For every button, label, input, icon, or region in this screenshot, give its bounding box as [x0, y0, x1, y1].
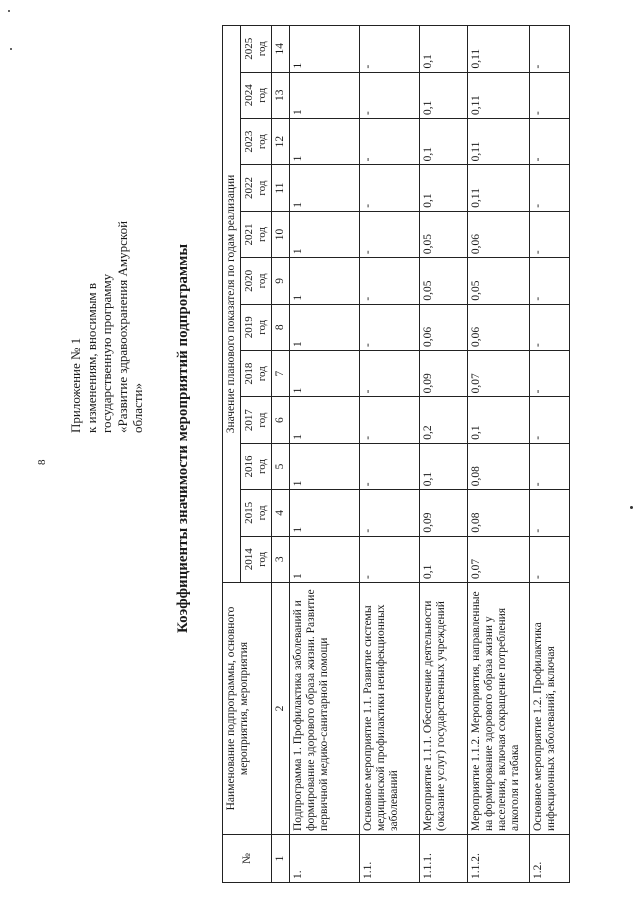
- column-numbers-row: [272, 26, 290, 883]
- value-cell: 1: [290, 536, 360, 582]
- value-cell: 1: [290, 304, 360, 350]
- row-number: 1.1.1.: [420, 835, 468, 883]
- value-cell: 0,11: [468, 72, 530, 118]
- value-cell: 0,05: [468, 258, 530, 304]
- value-cell: -: [530, 26, 570, 73]
- column-number: 9: [272, 258, 290, 304]
- value-cell: -: [530, 211, 570, 257]
- row-name: Основное мероприятие 1.2. Профилактика инфекционных заболеваний, включая: [530, 583, 570, 835]
- value-cell: 0,2: [420, 397, 468, 443]
- scan-speck: [10, 48, 12, 50]
- table-row: [530, 26, 570, 883]
- value-cell: 0,11: [468, 165, 530, 211]
- value-cell: 0,07: [468, 536, 530, 582]
- appendix-line: «Развитие здравоохранения Амурской: [114, 220, 130, 433]
- year-header: 2016 год: [241, 443, 272, 489]
- value-cell: 0,06: [468, 304, 530, 350]
- row-number: 1.1.: [360, 835, 420, 883]
- value-cell: 1: [290, 443, 360, 489]
- value-cell: -: [530, 443, 570, 489]
- value-cell: -: [360, 490, 420, 536]
- value-cell: 1: [290, 258, 360, 304]
- table-row: [290, 26, 360, 883]
- value-cell: 0,1: [420, 72, 468, 118]
- year-header: 2020 год: [241, 258, 272, 304]
- column-number: 5: [272, 443, 290, 489]
- scan-speck: [8, 10, 10, 12]
- col-no-header: №: [223, 835, 272, 883]
- value-cell: 0,07: [468, 350, 530, 396]
- value-cell: 1: [290, 72, 360, 118]
- value-cell: -: [530, 350, 570, 396]
- column-number: 4: [272, 490, 290, 536]
- row-number: 1.1.2.: [468, 835, 530, 883]
- appendix-line: области»: [130, 383, 145, 433]
- value-cell: -: [360, 350, 420, 396]
- value-cell: 1: [290, 397, 360, 443]
- value-cell: 0,05: [420, 258, 468, 304]
- value-cell: -: [360, 536, 420, 582]
- page-number: 8: [36, 459, 48, 465]
- value-cell: 0,11: [468, 118, 530, 164]
- value-cell: 0,08: [468, 443, 530, 489]
- year-header: 2015 год: [241, 490, 272, 536]
- values-group-header: Значение планового показателя по годам реализации: [223, 26, 241, 583]
- table-row: [360, 26, 420, 883]
- value-cell: -: [360, 118, 420, 164]
- year-header: 2021 год: [241, 211, 272, 257]
- row-name: Мероприятие 1.1.2. Мероприятия, направленные на формирование здорового образа жизни у населения, включая сокращение потребления алкоголя и табака: [468, 583, 530, 835]
- value-cell: -: [360, 304, 420, 350]
- column-number: 8: [272, 304, 290, 350]
- value-cell: -: [360, 211, 420, 257]
- column-number: 11: [272, 165, 290, 211]
- year-header: 2024 год: [241, 72, 272, 118]
- rotated-page: [12, 13, 632, 893]
- column-number: 7: [272, 350, 290, 396]
- year-header: 2017 год: [241, 397, 272, 443]
- value-cell: 0,1: [420, 26, 468, 73]
- value-cell: -: [530, 118, 570, 164]
- value-cell: 0,1: [420, 165, 468, 211]
- value-cell: 0,1: [468, 397, 530, 443]
- year-header: 2019 год: [241, 304, 272, 350]
- value-cell: 0,1: [420, 118, 468, 164]
- value-cell: -: [360, 26, 420, 73]
- row-name: Подпрограмма 1. Профилактика заболеваний и формирование здорового образа жизни. Развитие первичной медико-санитарной помощи: [290, 583, 360, 835]
- value-cell: 0,09: [420, 350, 468, 396]
- value-cell: 1: [290, 26, 360, 73]
- value-cell: -: [530, 258, 570, 304]
- value-cell: -: [530, 304, 570, 350]
- column-number: 10: [272, 211, 290, 257]
- appendix-line: государственную программу: [99, 273, 114, 433]
- column-number: 13: [272, 72, 290, 118]
- row-number: 1.: [290, 835, 360, 883]
- row-number: 1.2.: [530, 835, 570, 883]
- value-cell: -: [360, 165, 420, 211]
- value-cell: -: [360, 443, 420, 489]
- appendix-line: Приложение № 1: [68, 337, 83, 433]
- value-cell: 0,06: [468, 211, 530, 257]
- value-cell: -: [360, 258, 420, 304]
- value-cell: 0,08: [468, 490, 530, 536]
- value-cell: 0,1: [420, 536, 468, 582]
- table-row: [468, 26, 530, 883]
- column-number: 12: [272, 118, 290, 164]
- header-row: [223, 26, 241, 883]
- value-cell: 1: [290, 350, 360, 396]
- year-header: 2014 год: [241, 536, 272, 582]
- coefficients-table: [222, 25, 570, 883]
- value-cell: 0,1: [420, 443, 468, 489]
- value-cell: 0,09: [420, 490, 468, 536]
- table-row: [420, 26, 468, 883]
- scan-speck: [630, 506, 633, 509]
- value-cell: 1: [290, 165, 360, 211]
- column-number: 14: [272, 26, 290, 73]
- value-cell: 0,05: [420, 211, 468, 257]
- value-cell: -: [360, 397, 420, 443]
- column-number: 3: [272, 536, 290, 582]
- value-cell: 1: [290, 211, 360, 257]
- value-cell: -: [530, 490, 570, 536]
- value-cell: 0,06: [420, 304, 468, 350]
- value-cell: -: [530, 72, 570, 118]
- appendix-line: к изменениям, вносимым в: [83, 282, 99, 433]
- year-header: 2022 год: [241, 165, 272, 211]
- row-name: Основное мероприятие 1.1. Развитие системы медицинской профилактики неинфекционных заболеваний: [360, 583, 420, 835]
- row-name: Мероприятие 1.1.1. Обеспечение деятельности (оказание услуг) государственных учреждений: [420, 583, 468, 835]
- table-body: [223, 26, 570, 883]
- value-cell: -: [530, 165, 570, 211]
- column-number: 6: [272, 397, 290, 443]
- value-cell: -: [360, 72, 420, 118]
- appendix-note: [68, 133, 146, 433]
- col-name-header: Наименование подпрограммы, основного мероприятия, мероприятия: [223, 583, 272, 835]
- value-cell: 1: [290, 490, 360, 536]
- year-header: 2023 год: [241, 118, 272, 164]
- value-cell: -: [530, 397, 570, 443]
- value-cell: 0,11: [468, 26, 530, 73]
- column-number: 1: [272, 835, 290, 883]
- year-header: 2025 год: [241, 26, 272, 73]
- year-header: 2018 год: [241, 350, 272, 396]
- column-number: 2: [272, 583, 290, 835]
- document-title: Коэффициенты значимости мероприятий подпрограммы: [175, 243, 191, 633]
- value-cell: -: [530, 536, 570, 582]
- value-cell: 1: [290, 118, 360, 164]
